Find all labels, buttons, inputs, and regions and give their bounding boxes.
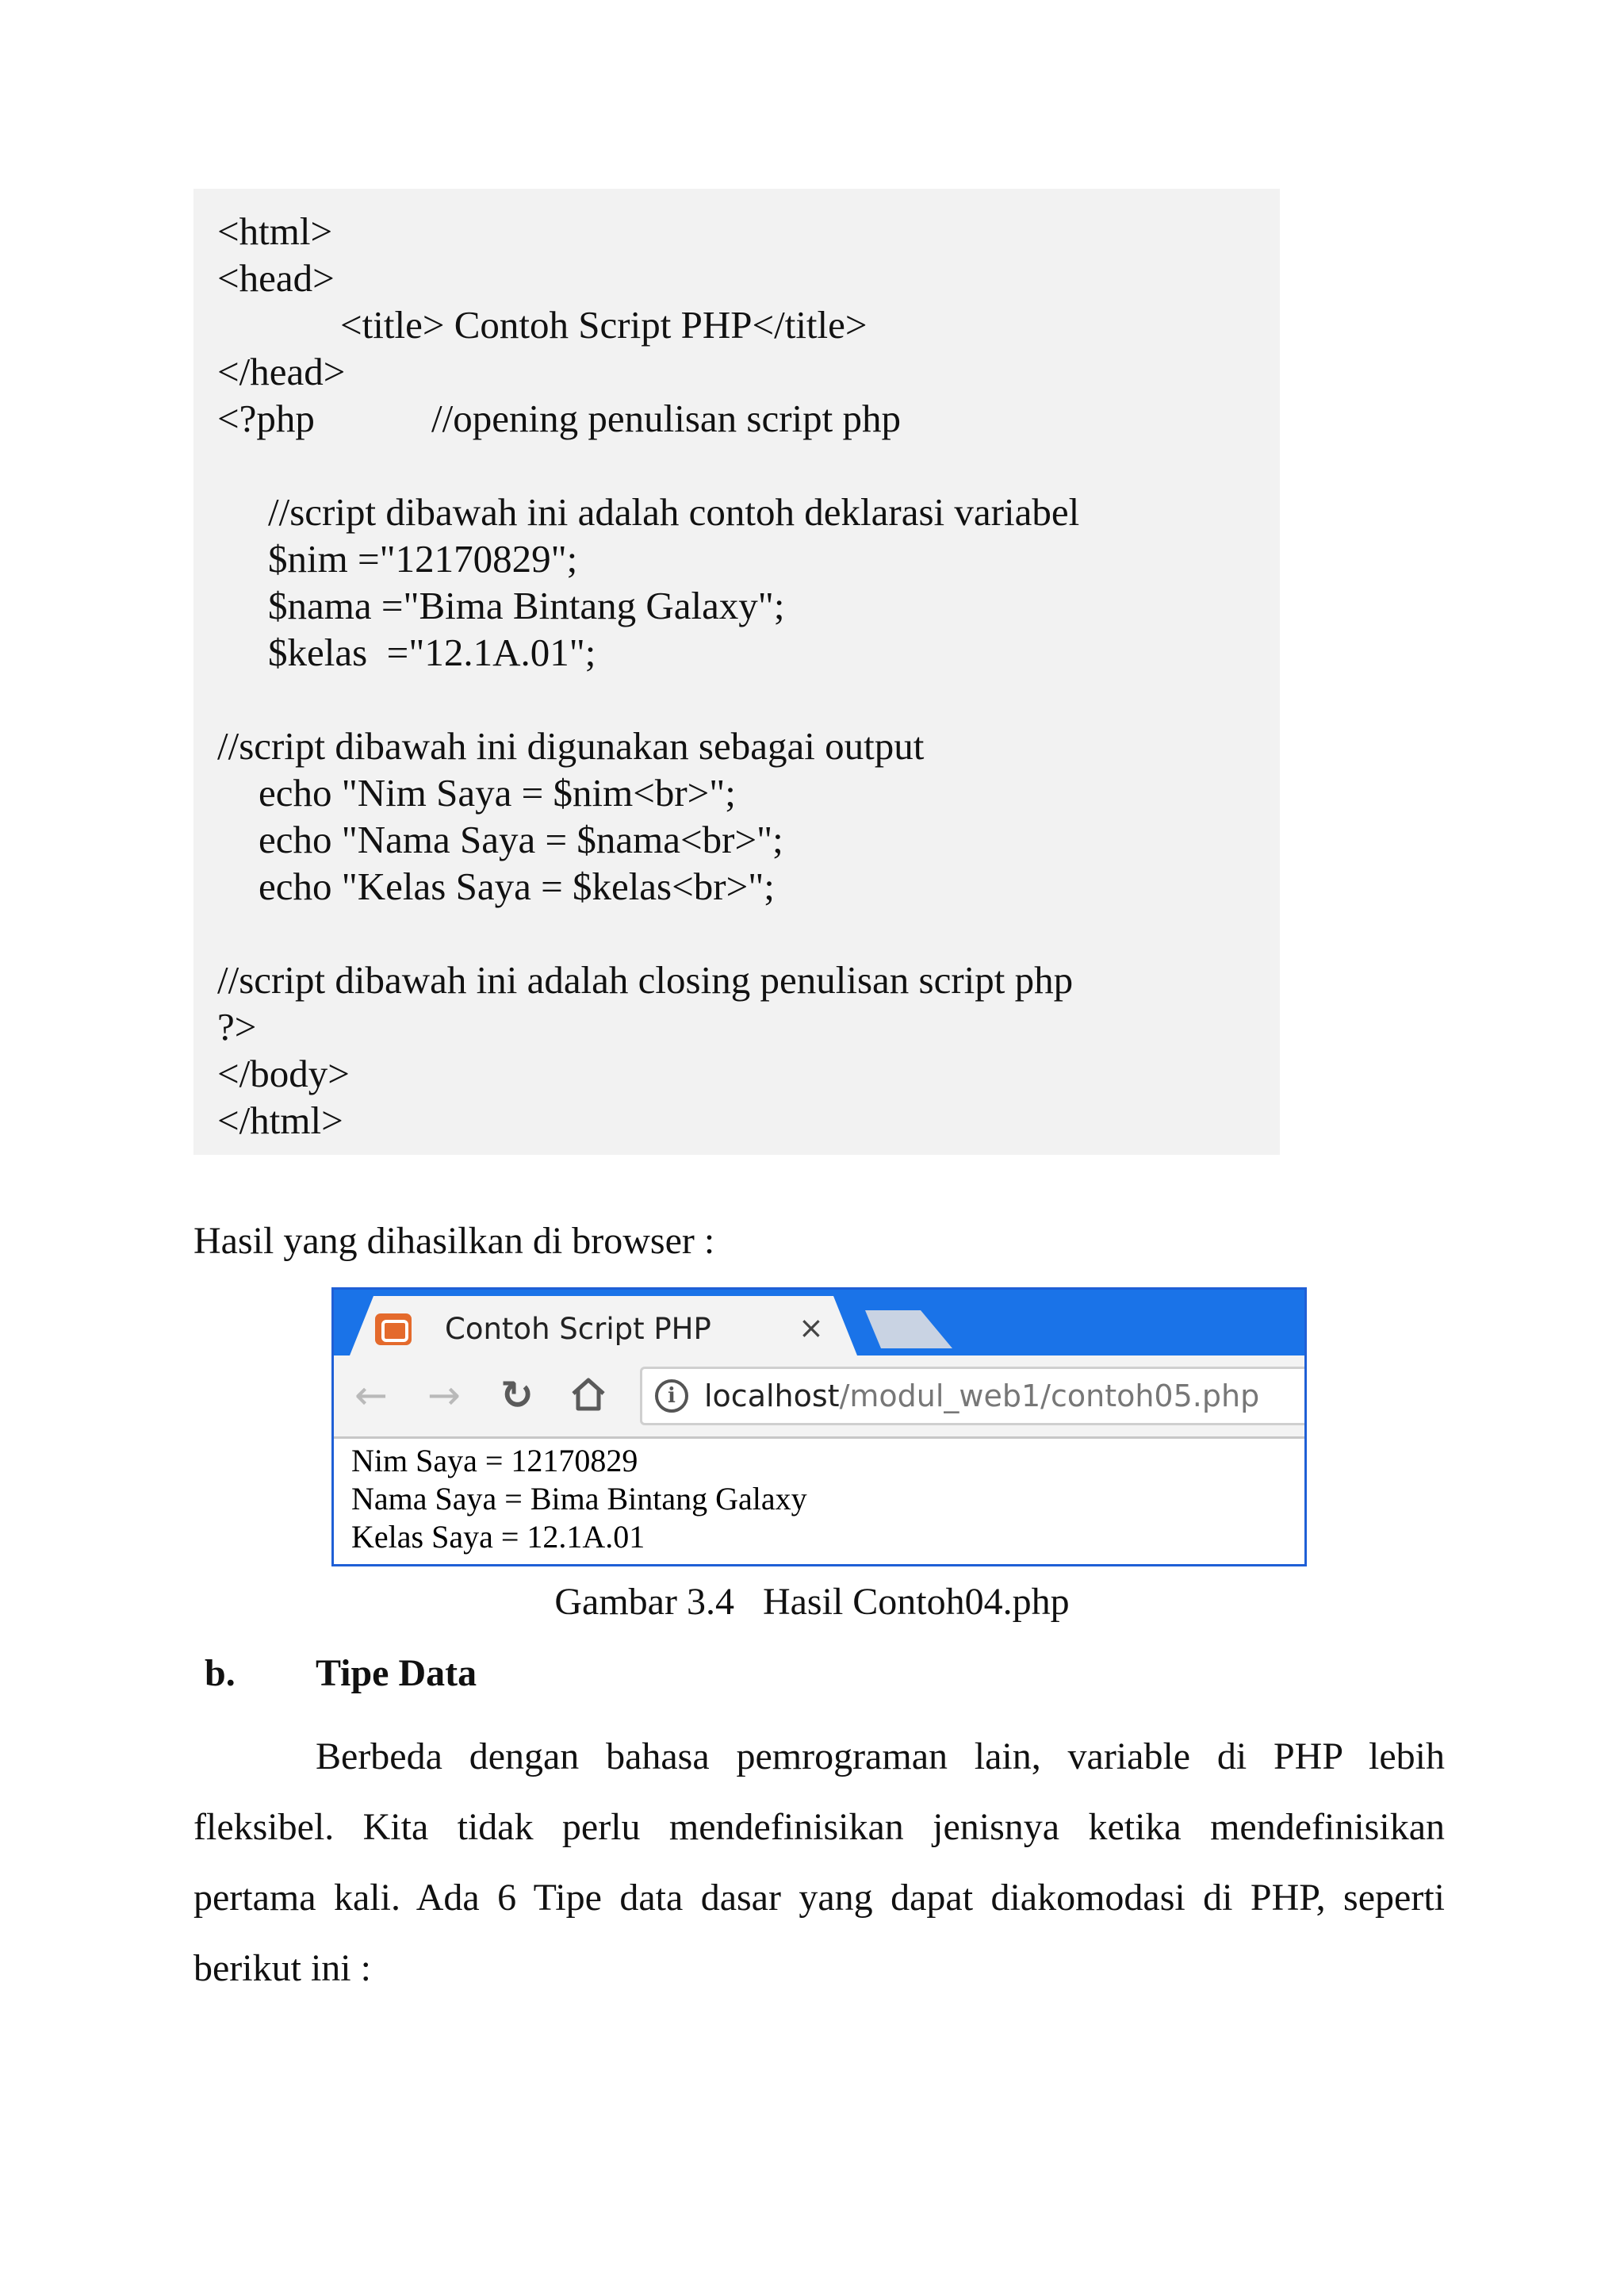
address-bar[interactable] — [640, 1367, 1307, 1425]
section-marker: b. — [205, 1652, 236, 1694]
code-line: //script dibawah ini digunakan sebagai output — [217, 724, 925, 768]
code-line: </html> — [217, 1099, 343, 1142]
url-text — [704, 1378, 1259, 1413]
tab-title: Contoh Script PHP — [445, 1312, 711, 1346]
tab-strip — [334, 1290, 1304, 1355]
output-line: Nim Saya = 12170829 — [351, 1443, 638, 1478]
url-host: localhost — [704, 1378, 840, 1413]
info-icon[interactable]: i — [655, 1379, 688, 1413]
paragraph-line: Berbeda dengan bahasa pemrograman lain, variable di PHP lebih — [316, 1735, 1445, 1777]
forward-arrow-icon[interactable]: → — [427, 1372, 461, 1418]
code-line: echo "Kelas Saya = $kelas<br>"; — [259, 865, 775, 908]
code-line: </head> — [217, 350, 346, 393]
output-line: Nama Saya = Bima Bintang Galaxy — [351, 1481, 807, 1517]
code-line: <head> — [217, 256, 335, 300]
figure-caption: Gambar 3.4 Hasil Contoh04.php — [554, 1581, 1070, 1623]
code-line: $kelas ="12.1A.01"; — [268, 631, 596, 674]
code-line: <title> Contoh Script PHP</title> — [340, 303, 868, 347]
intro-text: Hasil yang dihasilkan di browser : — [193, 1220, 715, 1262]
code-comment: //opening penulisan script php — [431, 397, 901, 440]
browser-toolbar — [334, 1355, 1304, 1439]
code-line: ?> — [217, 1005, 257, 1049]
paragraph-line: berikut ini : — [193, 1947, 371, 1989]
paragraph-line: fleksibel. Kita tidak perlu mendefinisikan jenisnya ketika mendefinisikan — [193, 1806, 1445, 1848]
code-line: //script dibawah ini adalah contoh deklarasi variabel — [268, 490, 1080, 534]
code-line: </body> — [217, 1052, 350, 1095]
code-listing — [193, 189, 1280, 1155]
section-title: Tipe Data — [316, 1652, 477, 1694]
output-line: Kelas Saya = 12.1A.01 — [351, 1519, 645, 1555]
url-path: /modul_web1/contoh05.php — [839, 1378, 1260, 1413]
browser-screenshot — [331, 1287, 1307, 1566]
code-php-open: <?php — [217, 397, 315, 440]
close-icon[interactable]: × — [799, 1310, 824, 1345]
code-line: <html> — [217, 209, 333, 253]
favicon-xampp-icon — [375, 1313, 412, 1345]
code-line: //script dibawah ini adalah closing penulisan script php — [217, 958, 1074, 1002]
code-line: $nama ="Bima Bintang Galaxy"; — [268, 584, 785, 627]
back-arrow-icon[interactable]: ← — [354, 1372, 388, 1418]
new-tab-button[interactable] — [865, 1310, 952, 1348]
code-line: echo "Nama Saya = $nama<br>"; — [259, 818, 783, 861]
code-line — [217, 395, 315, 442]
page-viewport — [334, 1439, 1304, 1566]
paragraph-line: pertama kali. Ada 6 Tipe data dasar yang dapat diakomodasi di PHP, seperti — [193, 1877, 1445, 1919]
code-line: $nim ="12170829"; — [268, 537, 578, 581]
home-icon[interactable] — [569, 1373, 608, 1423]
code-line: echo "Nim Saya = $nim<br>"; — [259, 771, 736, 815]
reload-icon[interactable]: ↻ — [500, 1372, 534, 1418]
